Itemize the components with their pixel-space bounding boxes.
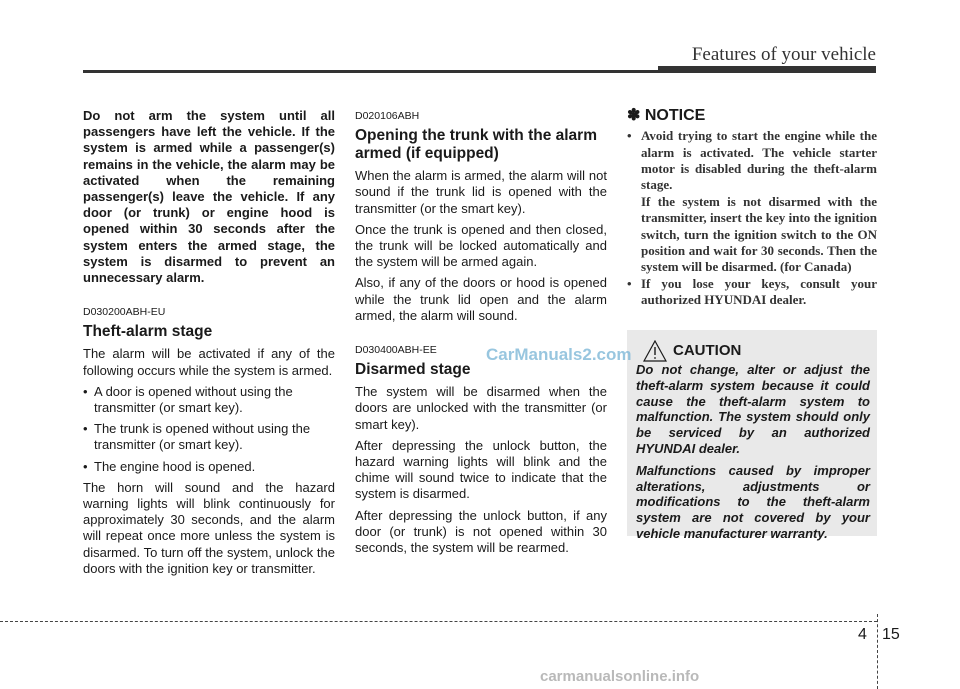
column-middle [355, 108, 607, 561]
paragraph: The alarm will be activated if any of the following occurs while the system is armed. [83, 346, 335, 378]
paragraph: The horn will sound and the hazard warning lights will blink continuously for approximately 30 seconds, and the alarm will repeat once more unless the system is disarmed. To turn off the system, unlock the doors with the ignition key or transmitter. [83, 479, 335, 576]
section-heading-trunk: Opening the trunk with the alarm armed (if equipped) [355, 127, 597, 163]
watermark-logo: CarManuals2.com [486, 345, 632, 364]
header-rule-thick [658, 66, 876, 72]
notice-text: • Avoid trying to start the engine while the alarm is activated. The vehicle starter motor is disabled during the theft-alarm stage. [641, 128, 877, 193]
arming-warning: Do not arm the system until all passengers have left the vehicle. If the system is armed while a passenger(s) remains in the vehicle, the alarm may be activated when the remaining passenger(s) leave the vehicle. If any door (or trunk) or engine hood is opened within 30 seconds after the system enters the armed stage, the system is disarmed to prevent an unnecessary alarm. [83, 108, 335, 286]
footer-rule [0, 621, 877, 622]
paragraph: Also, if any of the doors or hood is opened while the trunk lid open and the alarm armed, the alarm will sound. [355, 275, 607, 323]
column-right [627, 108, 877, 314]
list-item: • A door is opened without using the transmitter (or smart key). [83, 384, 335, 416]
caution-paragraph: Do not change, alter or adjust the theft-alarm system because it could cause the theft-alarm system to malfunction. The system should only be serviced by an authorized HYUNDAI dealer. [636, 362, 870, 456]
section-code: D020106ABH [355, 110, 420, 122]
paragraph: After depressing the unlock button, if any door (or trunk) is not opened within 30 seconds, the system will be rearmed. [355, 507, 607, 556]
column-left [83, 108, 335, 582]
list-item: • The engine hood is opened. [83, 459, 335, 475]
section-heading-theft-alarm: Theft-alarm stage [83, 323, 213, 341]
notice-item [627, 128, 877, 276]
caution-header [641, 340, 871, 362]
notice-item: • If you lose your keys, consult your authorized HYUNDAI dealer. [627, 276, 877, 309]
paragraph: The system will be disarmed when the doors are unlocked with the transmitter (or smart key). [355, 384, 607, 432]
chapter-number: 4 [858, 626, 867, 643]
paragraph: Once the trunk is opened and then closed, the trunk will be locked automatically and the system will be armed again. [355, 221, 607, 270]
list-item: • The trunk is opened without using the transmitter (or smart key). [83, 421, 335, 453]
bullet-list [83, 384, 335, 475]
caution-body [636, 362, 870, 548]
notice-text: If the system is not disarmed with the transmitter, insert the key into the ignition switch, turn the ignition switch to the ON position and wait for 30 seconds. Then the system will be disarmed. (for Canada) [641, 193, 877, 275]
notice-star-icon: ✽ [627, 107, 641, 124]
caution-paragraph: Malfunctions caused by improper alterations, adjustments or modifications to the theft-alarm system are not covered by your vehicle manufacturer warranty. [636, 462, 870, 541]
caution-box [627, 330, 877, 541]
footer-divider [877, 614, 878, 689]
footer-link[interactable]: carmanualsonline.info [540, 668, 700, 685]
section-heading-disarmed: Disarmed stage [355, 361, 471, 379]
warning-triangle-icon [643, 340, 667, 362]
section-code: D030400ABH-EE [355, 344, 437, 357]
notice-title [627, 108, 877, 124]
paragraph: When the alarm is armed, the alarm will not sound if the trunk lid is opened with the transmitter (or the smart key). [355, 168, 607, 216]
notice-list [627, 128, 877, 308]
header-title: Features of your vehicle [691, 44, 876, 65]
section-code: D030200ABH-EU [83, 306, 166, 319]
paragraph: After depressing the unlock button, the hazard warning lights will blink and the chime will sound twice to indicate that the system is disarmed. [355, 437, 607, 502]
page-number: 15 [882, 626, 900, 643]
caution-title: CAUTION [673, 342, 742, 359]
notice-title-text: NOTICE [644, 107, 706, 124]
